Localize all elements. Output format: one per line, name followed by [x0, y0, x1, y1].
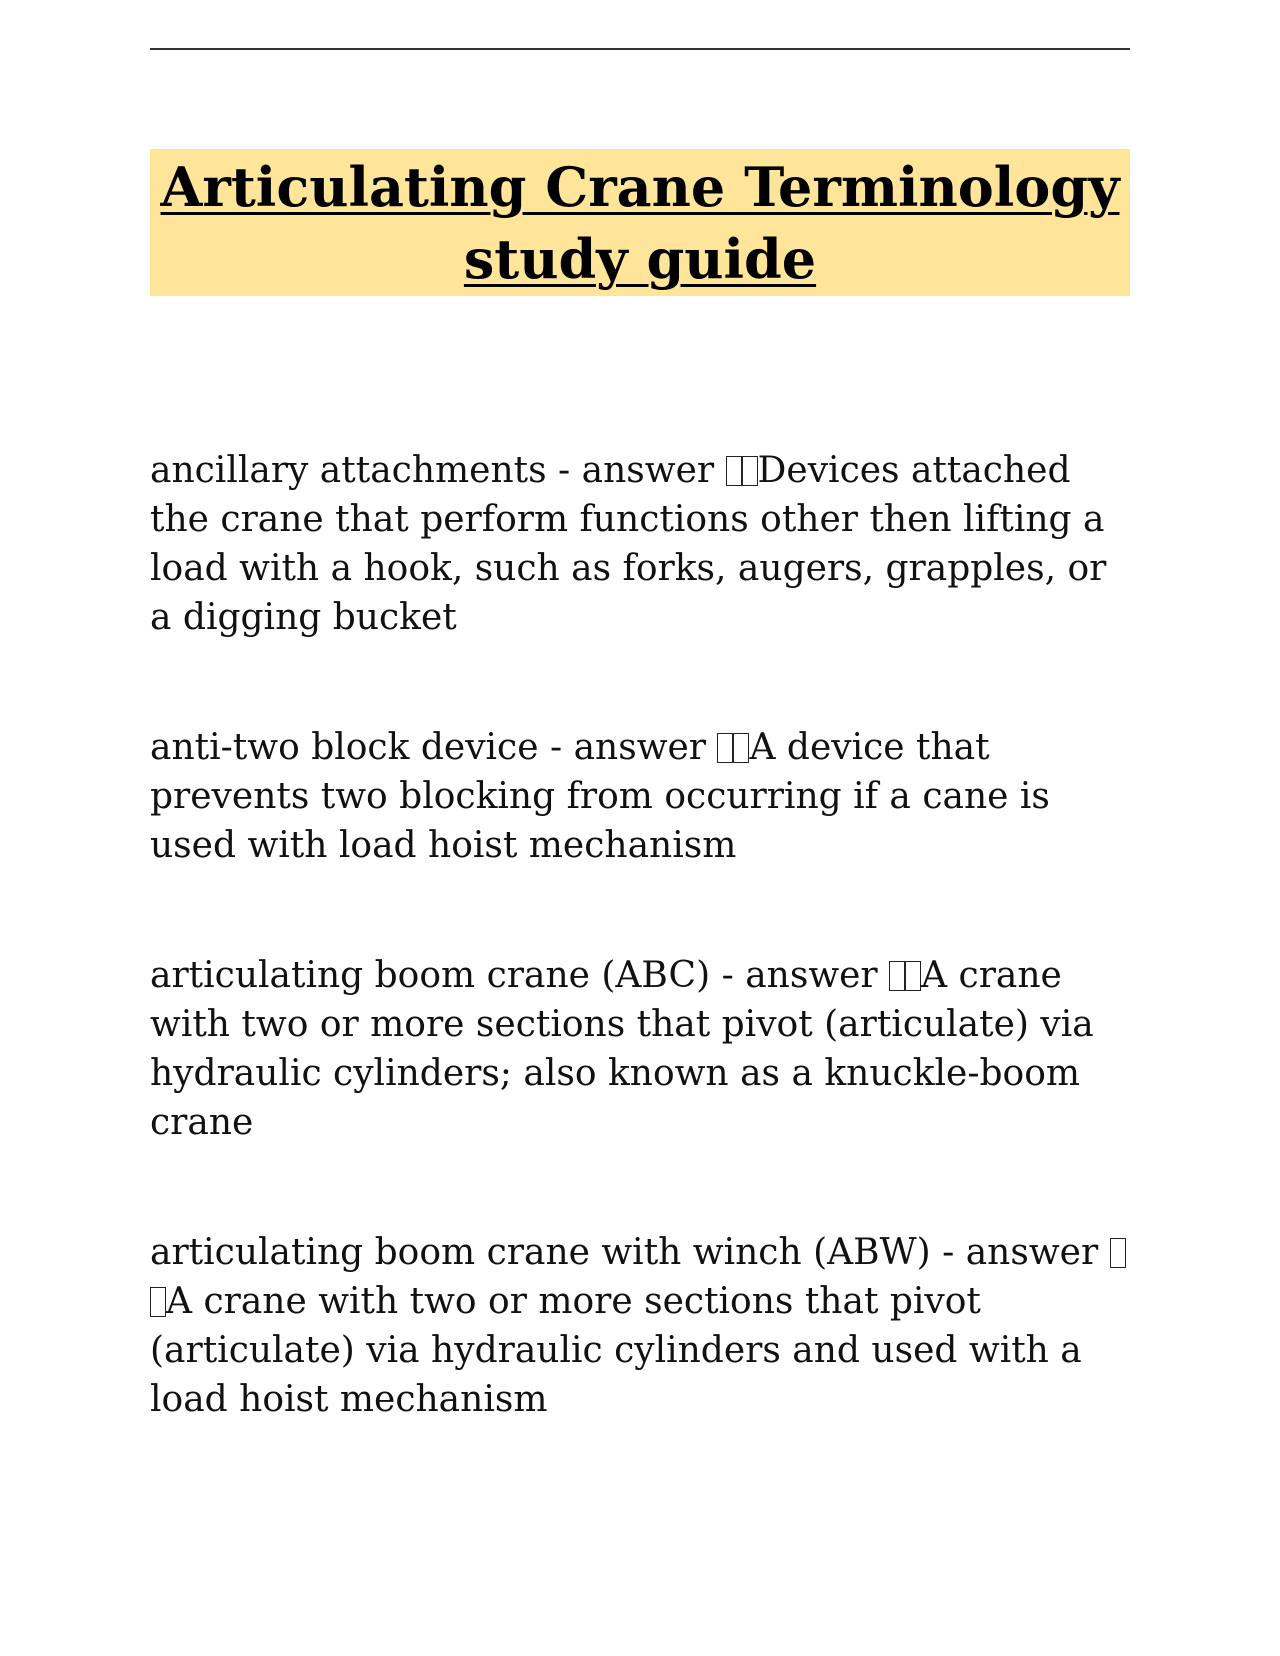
term-name: ancillary attachments: [150, 450, 547, 491]
missing-glyph-icon: [742, 456, 758, 486]
title-highlight-box: [150, 149, 1130, 296]
term-entry: [150, 1228, 1130, 1424]
missing-glyph-icon: [1110, 1238, 1126, 1268]
missing-glyph-icon: [150, 1287, 166, 1317]
term-definition: A device that prevents two blocking from occurring if a cane is used with load hoist mechanism: [150, 727, 1050, 866]
term-entry: [150, 723, 1130, 870]
missing-glyph-icon: [726, 456, 742, 486]
term-name: anti-two block device: [150, 727, 539, 768]
document-page: [150, 0, 1130, 1656]
term-entry: [150, 951, 1130, 1147]
term-entry: [150, 446, 1130, 642]
term-list: [150, 446, 1130, 1505]
missing-glyph-icon: [733, 733, 749, 763]
missing-glyph-icon: [905, 961, 921, 991]
term-definition: A crane with two or more sections that pivot (articulate) via hydraulic cylinders; also known as a knuckle-boom crane: [150, 955, 1094, 1143]
term-definition: A crane with two or more sections that pivot (articulate) via hydraulic cylinders and used with a load hoist mechanism: [150, 1281, 1082, 1420]
term-separator: - answer: [930, 1232, 1110, 1273]
term-separator: - answer: [538, 727, 718, 768]
document-title: Articulating Crane Terminology study guide: [160, 154, 1120, 291]
term-name: articulating boom crane (ABC): [150, 955, 711, 996]
term-name: articulating boom crane with winch (ABW): [150, 1232, 931, 1273]
missing-glyph-icon: [717, 733, 733, 763]
missing-glyph-icon: [889, 961, 905, 991]
term-definition: Devices attached the crane that perform functions other then lifting a load with a hook, such as forks, augers, grapples, or a digging bucket: [150, 450, 1107, 638]
header-rule: [150, 48, 1130, 50]
term-separator: - answer: [546, 450, 726, 491]
term-separator: - answer: [710, 955, 890, 996]
